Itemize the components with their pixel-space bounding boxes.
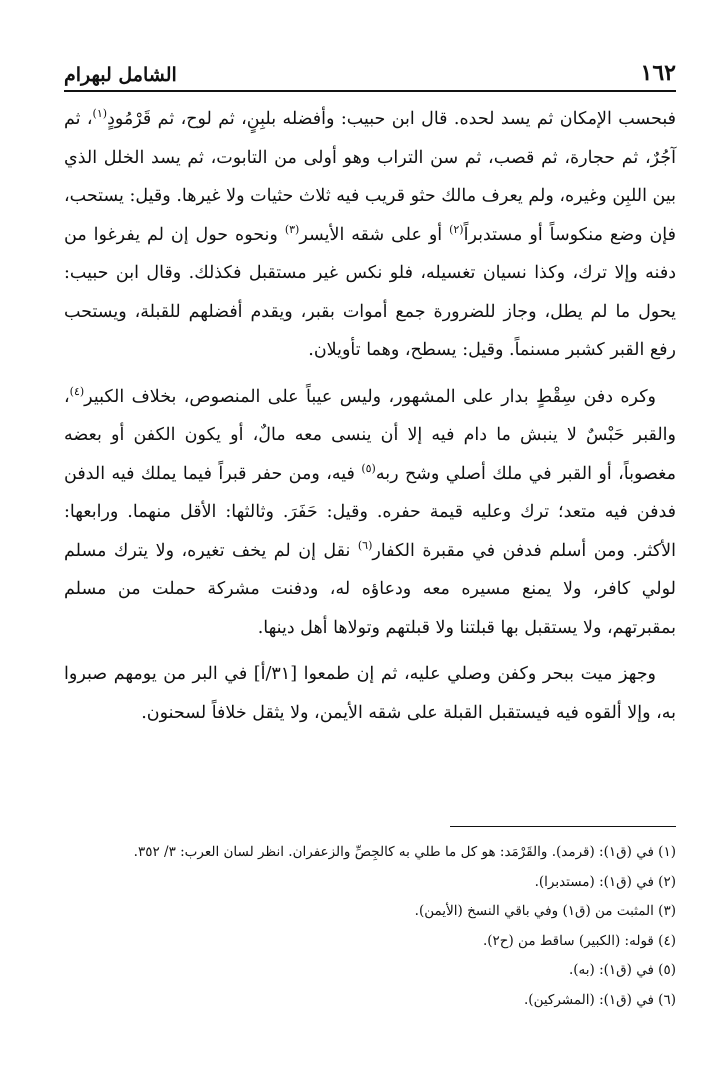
body-text xyxy=(64,100,676,740)
header-rule xyxy=(64,90,676,92)
text-segment: فبحسب الإمكان ثم يسد لحده. قال ابن حبيب: وأفضله بلبِنٍ، ثم لوح، ثم قَرْمُودٍ xyxy=(107,109,676,129)
footnote: (٤) قوله: (الكبير) ساقط من (ح٢). xyxy=(482,932,676,949)
running-header xyxy=(64,50,676,86)
footnote: (٥) في (ق١): (به). xyxy=(568,962,676,978)
text-segment: ، ثم آجُرٌ، ثم حجارة، ثم قصب، ثم سن التراب وهو أولى من التابوت، ثم يسد الخلل الذي بين اللبِن وغيره، ولم يعرف مالك حثو قريب فيه ثلاث حثيات ولا غيرها. وقيل: يستحب، فإن وضع منكوساً أو مستدبراً xyxy=(64,109,676,245)
text-segment: أو على شقه الأيسر xyxy=(299,224,450,245)
text-segment: ونحوه حول إن لم يفرغوا من دفنه وإلا ترك، وكذا نسيان تغسيله، فلو نكس غير مستقبل فكذلك. وقال ابن حبيب: يحول ما لم يطل، وجاز للضرورة جمع أموات بقبر، ويقدم أفضلهم للقبلة، ويستحب رفع القبر كشبر مسنماً. وقيل: يسطح، وهما تأويلان. xyxy=(64,224,676,360)
footnote-ref: (٢) xyxy=(449,222,464,236)
footnote-ref: (٤) xyxy=(69,384,85,398)
footnote-separator xyxy=(450,826,676,827)
footnote-ref: (١) xyxy=(92,107,108,121)
footnote-ref: (٦) xyxy=(357,538,373,552)
footnote: (٦) في (ق١): (المشركين). xyxy=(524,991,676,1008)
text-segment: وجهز ميت ببحر وكفن وصلي عليه، ثم إن طمعوا [٣١/أ] في البر من يومهم صبروا به، وإلا ألقوه فيه فيستقبل القبلة على شقه الأيمن، ولا يثقل خلافاً لسحنون. xyxy=(64,664,676,723)
paragraph xyxy=(64,378,676,648)
footnote: (١) في (ق١): (قرمد). والقَرْمَد: هو كل ما طلي به كالجِصِّ والزعفران. انظر لسان العرب: ٣/ ٣٥٢. xyxy=(133,844,676,860)
text-segment: وكره دفن سِقْطٍ بدار على المشهور، وليس عيباً على المنصوص، بخلاف الكبير xyxy=(84,386,656,407)
header-title: الشامل لبهرام xyxy=(64,64,177,86)
footnote: (٢) في (ق١): (مستدبرا). xyxy=(534,873,676,890)
text-segment: فيه، ومن حفر قبراً فيما يملك فيه الدفن فدفن فيه متعد؛ ترك وعليه قيمة حفره. وقيل: حَفَرَ. وثالثها: الأقل منهما. ورابعها: الأكثر. ومن أسلم فدفن في مقبرة الكفار xyxy=(64,463,676,561)
text-segment: ، والقبر حَبْسٌ لا ينبش ما دام فيه إلا أن ينسى معه مالٌ، أو يكون الكفن أو بعضه مغصوباً، أو القبر في ملك أصلي وشح ربه xyxy=(64,386,676,484)
footnote-ref: (٥) xyxy=(361,461,376,475)
paragraph xyxy=(64,655,676,732)
footnote: (٣) المثبت من (ق١) وفي باقي النسخ (الأيمن). xyxy=(414,903,676,919)
paragraph xyxy=(64,100,676,370)
text-segment: نقل إن لم يخف تغيره، ولا يترك مسلم لولي كافر، ولا يمنع مسيره معه ودعاؤه له، ودفنت مشركة حملت من مسلم بمقبرتهم، ولا يستقبل بها قبلتنا ولا قبلتهم وتولاها أهل دينها. xyxy=(64,540,676,638)
footnotes xyxy=(64,838,676,1015)
footnote-ref: (٣) xyxy=(284,222,300,236)
page-number: ١٦٢ xyxy=(640,60,676,86)
